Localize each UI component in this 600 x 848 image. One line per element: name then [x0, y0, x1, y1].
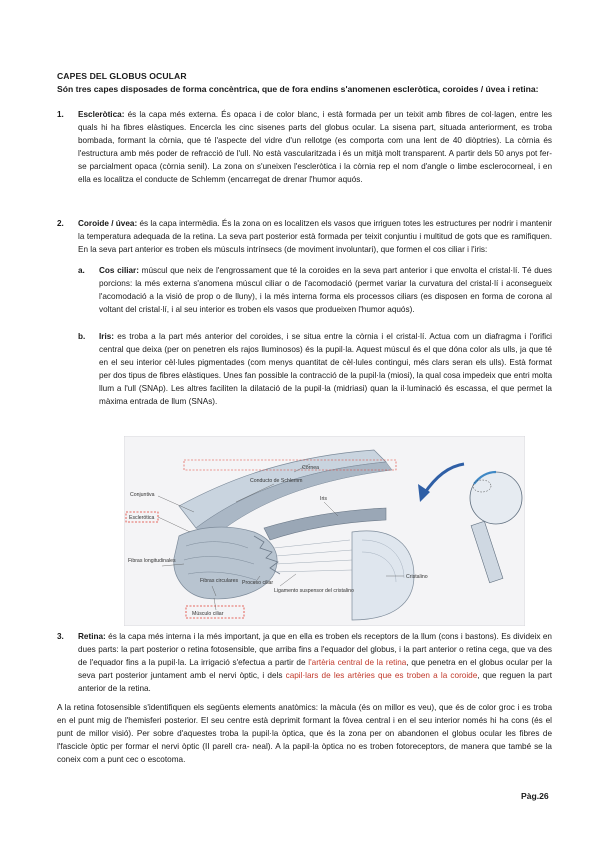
label-conjuntiva: Conjuntiva	[130, 492, 155, 498]
item-text	[78, 109, 552, 186]
item-body-b: , que penetra en el globus ocular per la seva part posterior juntament amb el nervi òptic, i dels	[78, 657, 552, 680]
item-body: és la capa més externa. És opaca i de color blanc, i està formada per un teixit amb fibres de col·lagen, entre les quals hi ha fibres elàstiques. Encercla les cinc sisenes parts del globus ocular. La sisena part, situada anteriorment, es troba bombada, formant la còrnia, que té l'aspecte del vidre d'un rellotge (es comporta com una lent de 40 diòptries). La còrnia és l'estructura amb més poder de refracció de l'ull. No està vascularitzada i és un mitjà molt transparent. A partir dels 50 anys pot fer-se parcialment opaca (còrnia senil). La zona on s'uneixen l'escleròtica i la còrnia rep el nom d'angle o limbe esclerocorneal, i en ella es localitza el conducte de Schlemm (encarregat de drenar l'humor aquós.	[78, 110, 552, 184]
highlight-arteria-central: l'artèria central de la retina	[308, 657, 407, 667]
eye-anatomy-illustration	[124, 436, 525, 626]
item-text	[99, 331, 552, 408]
item-body: múscul que neix de l'engrossament que té la coroides en la seva part anterior i que envolta el cristal·lí. Té dues porcions: la més externa s'anomena múscul ciliar o de l'acomodació (permet variar la curvatura del cristal·lí i aconsegueix l'acomodació a la visió de prop o de lluny), i la més interna forma els processos ciliars (es disposen en forma de corona al voltant del cristal·lí, i al seu interior es troben els vasos que produeixen l'humor aquós).	[99, 266, 552, 314]
sublist-item-cos-ciliar	[78, 265, 552, 317]
retina-elements-paragraph: A la retina fotosensible s'identifiquen els següents elements anatòmics: la màcula (és on millor es veu), que és de color groc i es troba en el punt mig de l'hemisferi posterior. El seu centre està deprimit formant la fòvea central i en el seu interior només hi ha cons (és el punt de millor visió). Per sobre d'aquestes troba la pupil·la òptica, que és la zona per on abandonen el globus ocular les fibres de l'fascicle òptic per formar el nervi òptic (II parell cra- neal). A la papil·la òptica no es troben fotoreceptors, de manera que també se la coneix com a punt cec o escotoma.	[57, 703, 552, 764]
list-number: 3.	[57, 632, 64, 641]
item-text	[99, 265, 552, 317]
item-term: Escleròtica:	[78, 110, 125, 119]
intro-paragraph: Són tres capes disposades de forma concèntrica, que de fora endins s'anomenen escleròtica, coroides / úvea i retina:	[57, 84, 539, 94]
list-number: 2.	[57, 219, 64, 228]
list-item-retina	[57, 631, 552, 696]
highlight-capil-lars: capil·lars de les artèries que es troben a la coroide	[285, 670, 478, 680]
item-body: és la capa intermèdia. És la zona on es localitzen els vasos que irriguen totes les estructures per nodrir i mantenir la temperatura adequada de la retina. La seva part posterior està formada per teixit conjuntiu i multitud de gots que es ramifiquen. En la seva part anterior es troben els múscuIs intrínsecs (de moviment involuntari), que formen el cos ciliar i l'iris:	[78, 219, 552, 254]
label-fibras-circulares: Fibras circulares	[200, 578, 239, 584]
item-body: es troba a la part més anterior del coroides, i se situa entre la còrnia i el cristal·lí. Actua com un diafragma i l'orifici central que deixa (per on penetren els rajos lluminosos) és la pupil·la. Aquest múscul és el que dóna color als ulls, ja que té en el seu interior cèl·lules pigmentades (com menys quantitat de cèl·lules contingui, més clars seran els ulls). Està format per dos tipus de fibres elàstiques. Unes fan possible la contracció de la pupil·la (miosi), la qual cosa impedeix que entri molta llum a l'ull (SNAp). Les altres faciliten la dilatació de la pupil·la (midriasi) quan la il·luminació és escassa, el que permet la màxima entrada de llum (SNAs).	[99, 332, 552, 406]
list-item-coroides	[57, 218, 552, 257]
label-cristalino: Cristalino	[406, 574, 428, 580]
item-text	[78, 218, 552, 257]
label-cornea: Còrnea	[302, 465, 320, 471]
sublist-item-iris	[78, 331, 552, 408]
item-text	[78, 631, 552, 696]
label-esclerotica: Esclerótica	[129, 515, 155, 521]
page-number: Pàg.26	[521, 791, 549, 801]
list-item-esclerotica	[57, 109, 552, 186]
label-iris: Iris	[320, 496, 327, 502]
item-body-a: és la capa més interna i la més important, ja que en ella es troben els receptors de la llum (cons i bastons). Es divideix en dues parts: la part posterior o retina fotosensible, que arriba fins a l'equador del globus, i la part anterior o retina cega, que va des de l'equador fins a la pupil·la. La irrigació s'efectua a partir de	[78, 632, 552, 667]
section-heading: CAPES DEL GLOBUS OCULAR	[57, 71, 187, 81]
sublist-letter: b.	[78, 332, 86, 341]
item-term: Iris:	[99, 332, 115, 341]
item-term: Coroide / úvea:	[78, 219, 138, 228]
label-ligamento: Ligamento suspensor del cristalino	[274, 588, 354, 594]
item-term: Cos ciliar:	[99, 266, 139, 275]
label-proceso-ciliar: Proceso ciliar	[242, 580, 274, 586]
item-term: Retina:	[78, 632, 106, 641]
label-schlemm: Conducto de Schlemm	[250, 478, 303, 484]
label-musculo-ciliar: Músculo ciliar	[192, 611, 224, 617]
label-fibras-longitudinales: Fibras longitudinales	[128, 558, 176, 564]
item-body-c: , que reguen la part anterior de la retina.	[78, 670, 552, 693]
sublist-letter: a.	[78, 266, 85, 275]
eye-anatomy-figure	[124, 436, 525, 626]
list-number: 1.	[57, 110, 64, 119]
